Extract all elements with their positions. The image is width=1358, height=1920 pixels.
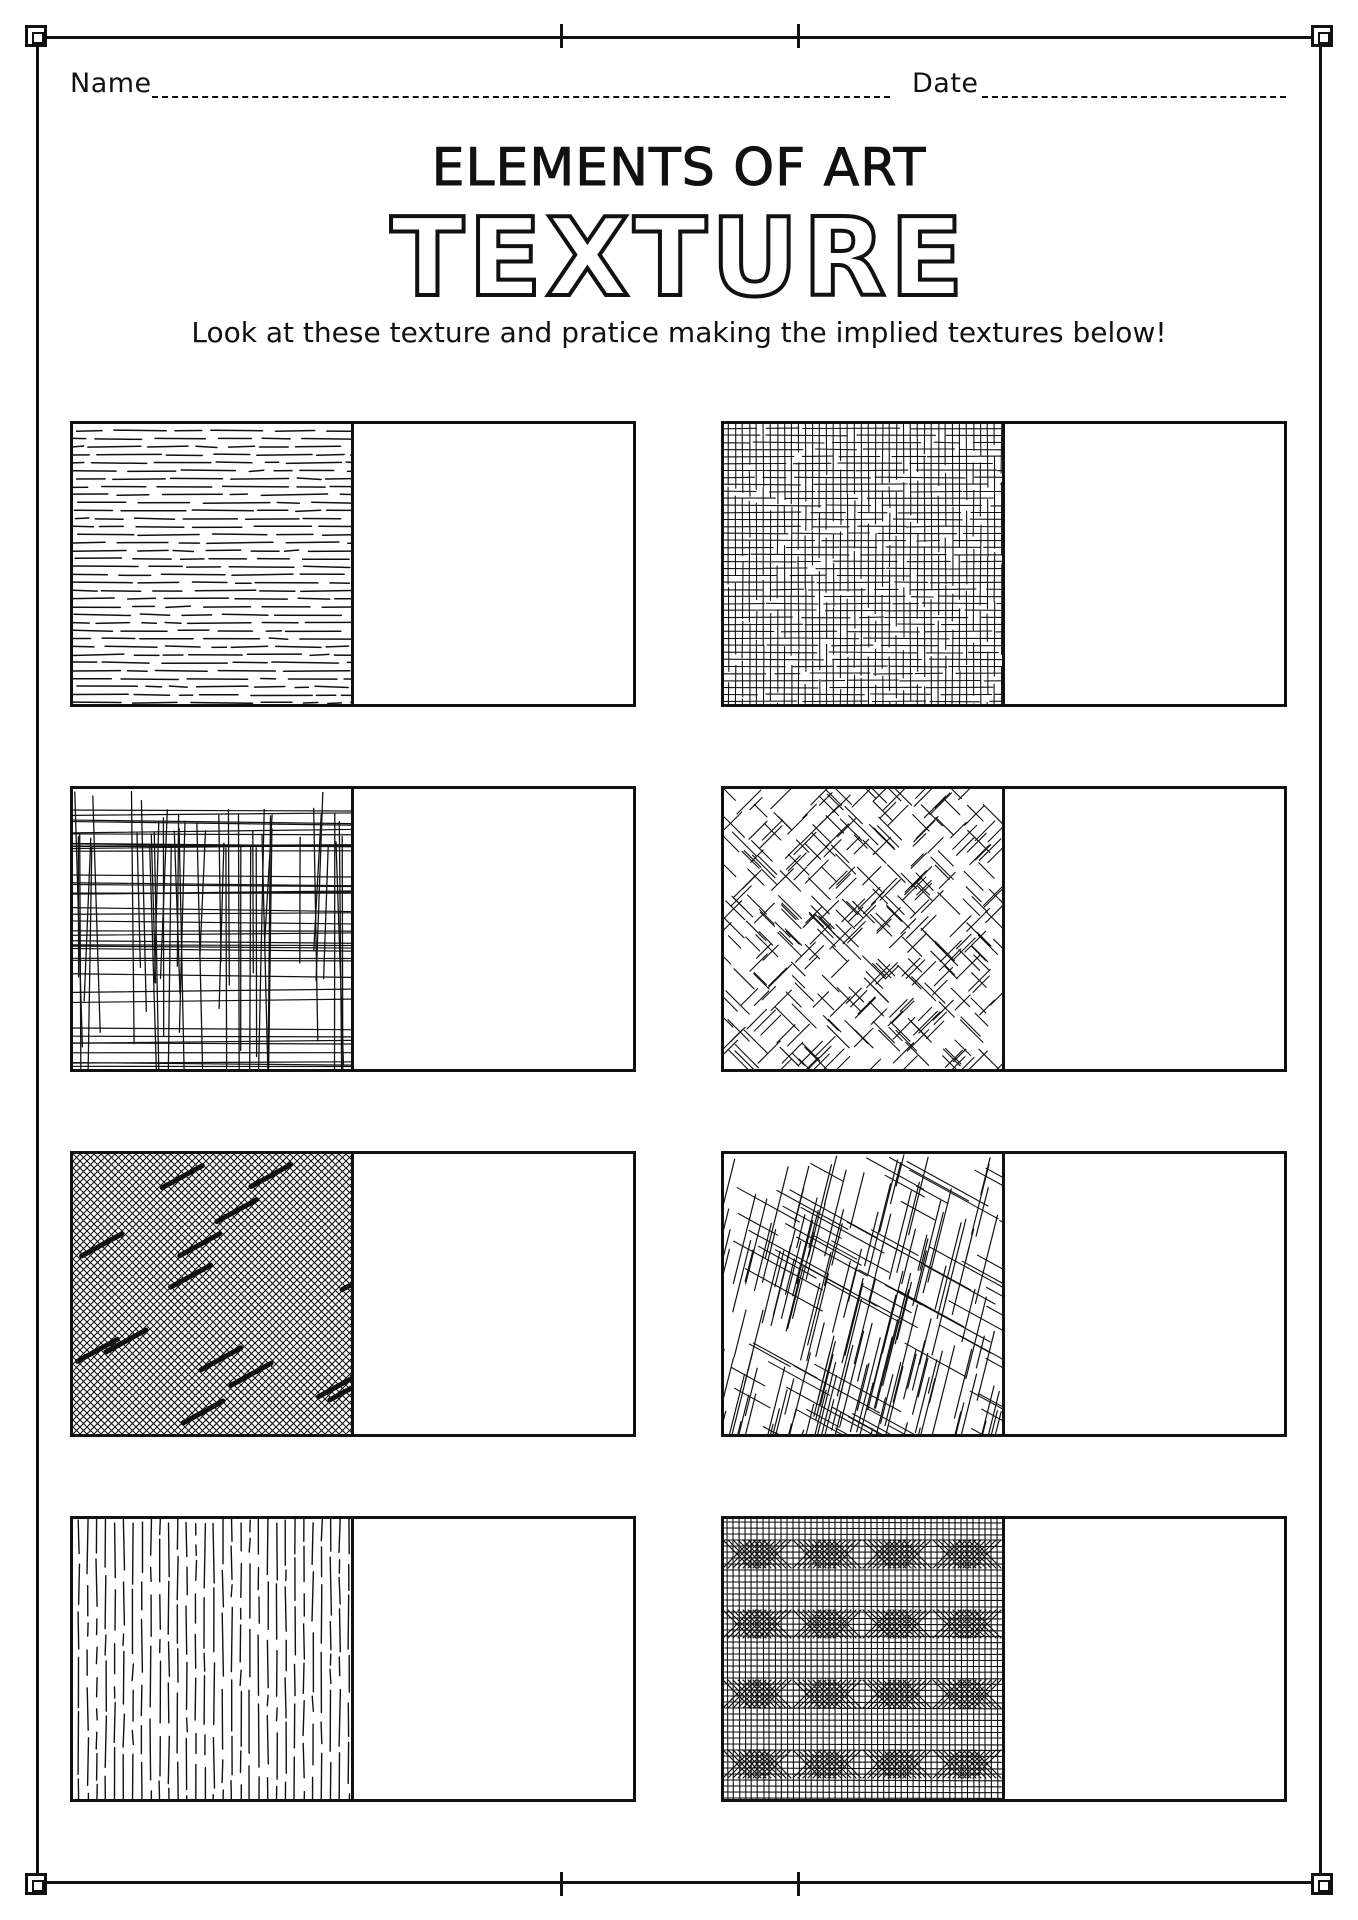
texture-card-8 bbox=[721, 1516, 1287, 1802]
texture-sample-grid-crosshatch bbox=[721, 421, 1005, 707]
border-tick-top-right bbox=[797, 24, 800, 48]
corner-ornament-top-left bbox=[25, 25, 47, 47]
practice-box-2[interactable] bbox=[1002, 421, 1287, 707]
practice-box-6[interactable] bbox=[1002, 1151, 1287, 1437]
date-field[interactable] bbox=[982, 96, 1286, 98]
practice-box-1[interactable] bbox=[351, 421, 636, 707]
practice-box-3[interactable] bbox=[351, 786, 636, 1072]
texture-sample-scattered-x-marks bbox=[721, 786, 1005, 1072]
border-tick-bottom-right bbox=[797, 1872, 800, 1896]
texture-sample-horizontal-dashes bbox=[70, 421, 354, 707]
corner-ornament-bottom-right bbox=[1311, 1873, 1333, 1895]
texture-card-6 bbox=[721, 1151, 1287, 1437]
practice-box-5[interactable] bbox=[351, 1151, 636, 1437]
practice-box-7[interactable] bbox=[351, 1516, 636, 1802]
practice-box-4[interactable] bbox=[1002, 786, 1287, 1072]
texture-sample-patchwork-crosshatch bbox=[721, 1516, 1005, 1802]
border-tick-bottom-left bbox=[560, 1872, 563, 1896]
texture-card-3 bbox=[70, 786, 636, 1072]
worksheet-subtitle: ELEMENTS OF ART bbox=[431, 138, 927, 198]
date-label: Date bbox=[912, 68, 979, 99]
texture-sample-scratchy-crosshatch bbox=[70, 786, 354, 1072]
instruction-text: Look at these texture and pratice making the implied textures below! bbox=[191, 316, 1167, 349]
texture-card-7 bbox=[70, 1516, 636, 1802]
corner-ornament-top-right bbox=[1311, 25, 1333, 47]
texture-sample-diagonal-scratches bbox=[721, 1151, 1005, 1437]
border-tick-top-left bbox=[560, 24, 563, 48]
texture-sample-vertical-dashes bbox=[70, 1516, 354, 1802]
texture-card-2 bbox=[721, 421, 1287, 707]
corner-ornament-bottom-left bbox=[25, 1873, 47, 1895]
texture-card-4 bbox=[721, 786, 1287, 1072]
worksheet-title: TEXTURE bbox=[390, 196, 968, 321]
name-label: Name bbox=[70, 68, 152, 99]
texture-card-1 bbox=[70, 421, 636, 707]
practice-box-8[interactable] bbox=[1002, 1516, 1287, 1802]
texture-card-5 bbox=[70, 1151, 636, 1437]
texture-sample-diagonal-crosshatch bbox=[70, 1151, 354, 1437]
name-field[interactable] bbox=[152, 96, 890, 98]
